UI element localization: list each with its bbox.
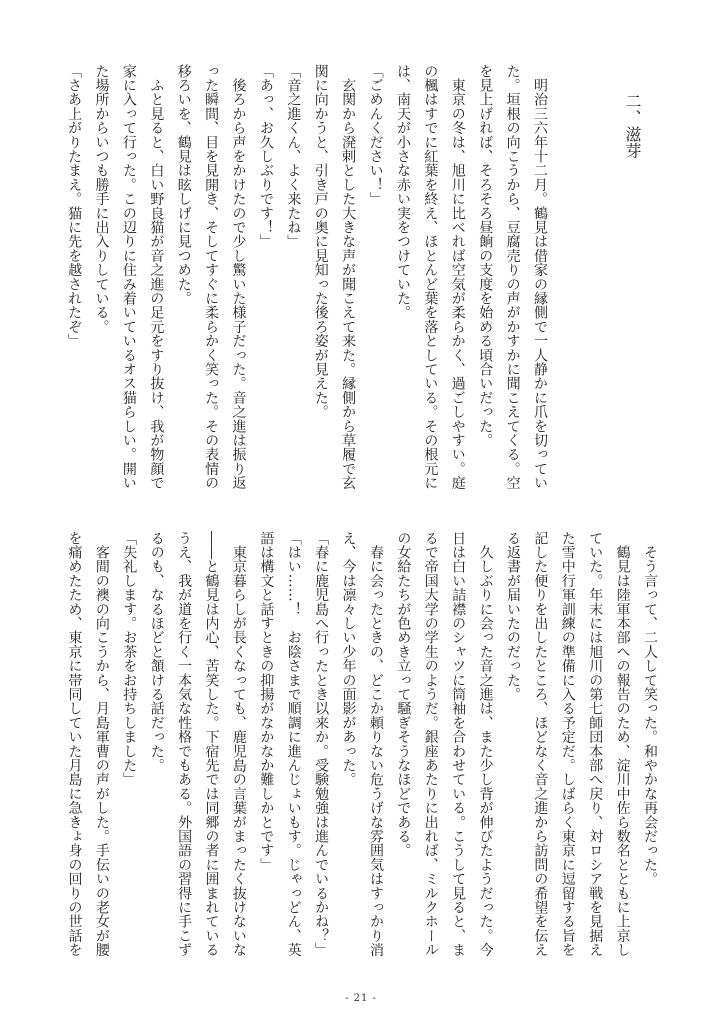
text-column: った瞬間、目を見開き、そしてすぐに柔らかく笑った。その表情の <box>203 64 220 490</box>
text-column: 移ろいを、鶴見は眩しげに見つめた。 <box>175 64 192 306</box>
dialogue-column: 「はい……！ お陰さまで順調に進んじょいもす。じゃっどん、英 <box>285 531 302 957</box>
text-column: る返書が届いたのだった。 <box>504 531 521 702</box>
text-column: え、今は凛々しい少年の面影があった。 <box>340 531 357 787</box>
text-column: るで帝国大学の学生のようだ。銀座あたりに出れば、ミルクホール <box>422 531 439 957</box>
text-column: るのも、なるほどと頷ける話だった。 <box>148 531 165 773</box>
text-column: ――と鶴見は内心、苦笑した。下宿先では同郷の者に囲まれている <box>203 531 220 957</box>
text-column: うえ、我が道を行く一本気な性格でもある。外国語の習得に手こず <box>176 531 193 957</box>
text-column: た。垣根の向こうから、豆腐売りの声がかすかに聞こえてくる。空 <box>504 64 521 490</box>
text-column: 関に向かうと、引き戸の奥に見知った後ろ姿が見えた。 <box>312 64 329 419</box>
dialogue-column: 「あっ、お久しぶりです！」 <box>257 64 274 249</box>
text-column: 記した便りを出したところ、ほどなく音之進から訪問の希望を伝え <box>532 531 549 957</box>
lower-text-block <box>60 531 663 971</box>
text-column: を痛めたため、東京に帯同していた月島に急きょ身の回りの世話を <box>66 531 83 957</box>
text-column: 春に会ったときの、どこか頼りない危うげな雰囲気はすっかり消 <box>367 531 384 957</box>
page-number: - 21 - <box>345 993 377 1004</box>
dialogue-column: 「音之進くん、よく来たね」 <box>285 64 302 249</box>
dialogue-column: 「春に鹿児島へ行ったとき以来か。受験勉強は進んでいるかね？」 <box>313 531 330 957</box>
chapter-title: 二、滋芽 <box>623 93 642 159</box>
text-column: た雪中行軍訓練の準備に入る予定だ。しばらく東京に逗留する旨を <box>559 531 576 957</box>
text-column: 後ろから声をかけたので少し驚いた様子だった。音之進は振り返 <box>230 64 247 490</box>
text-column: 東京暮らしが長くなっても、鹿児島の言葉がまったく抜けないな <box>230 531 247 957</box>
upper-text-block <box>60 64 553 504</box>
text-column: 玄関から溌剌とした大きな声が聞こえて来た。縁側から草履で玄 <box>340 64 357 490</box>
dialogue-column: 「さあ上がりたまえ。猫に先を越されたぞ」 <box>66 64 83 348</box>
text-column: 明治三六年十二月。鶴見は借家の縁側で一人静かに爪を切ってい <box>532 64 548 490</box>
text-column: の楓はすでに紅葉を終え、ほとんど葉を落としている。その根元に <box>422 64 439 490</box>
dialogue-column: 語は構文と話すときの抑揚がなかなか難しかとです」 <box>258 531 275 872</box>
text-column: そう言って、二人して笑った。和やかな再会だった。 <box>642 531 658 886</box>
text-column: 家に入って行った。この辺りに住み着いているオス猫らしい。開い <box>120 64 137 490</box>
dialogue-column: 「ごめんください！」 <box>367 64 384 206</box>
text-column: を見上げれば、そろそろ昼餉の支度を始める頃合いだった。 <box>477 64 494 448</box>
dialogue-column: 「失礼します。お茶をお持ちしました」 <box>121 531 138 787</box>
text-column: た場所からいつも勝手に出入りしている。 <box>93 64 110 334</box>
text-column: ていた。年末には旭川の第七師団本部へ戻り、対ロシア戦を見据え <box>587 531 604 957</box>
text-column: ふと見ると、白い野良猫が音之進の足元をすり抜け、我が物顔で <box>148 64 165 490</box>
text-column: は、南天が小さな赤い実をつけていた。 <box>394 64 411 320</box>
text-column: 久しぶりに会った音之進は、また少し背が伸びたようだった。今 <box>477 531 494 957</box>
text-column: 客間の襖の向こうから、月島軍曹の声がした。手伝いの老女が腰 <box>93 531 110 957</box>
text-column: 鶴見は陸軍本部への報告のため、淀川中佐ら数名とともに上京し <box>614 531 631 957</box>
text-column: の女給たちが色めき立って騒ぎそうなほどである。 <box>395 531 412 858</box>
text-column: 日は白い詰襟のシャツに筒袖を合わせている。こうして見ると、ま <box>450 531 467 957</box>
text-column: 東京の冬は、旭川に比べれば空気が柔らかく、過ごしやすい。庭 <box>449 64 466 490</box>
